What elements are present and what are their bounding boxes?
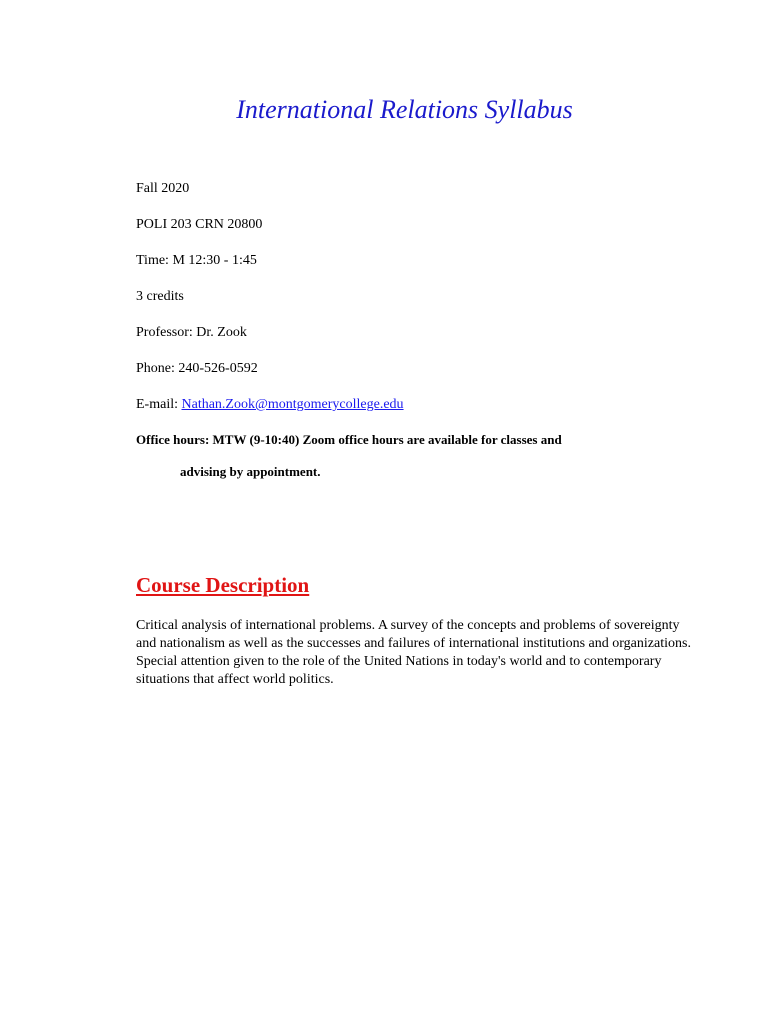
email-line — [136, 396, 404, 414]
office-hours-line: Office hours: MTW (9-10:40) Zoom office hours are available for classes and — [136, 432, 562, 447]
time-line: Time: M 12:30 - 1:45 — [136, 253, 257, 268]
course-line: POLI 203 CRN 20800 — [136, 217, 263, 232]
email-label: E-mail: — [136, 397, 182, 412]
office-hours-continuation: advising by appointment. — [180, 464, 321, 479]
email-link[interactable]: Nathan.Zook@montgomerycollege.edu — [181, 397, 404, 412]
credits-line: 3 credits — [136, 289, 184, 304]
professor-line: Professor: Dr. Zook — [136, 325, 247, 340]
term-line: Fall 2020 — [136, 181, 190, 196]
course-description-text: Critical analysis of international problems. A survey of the concepts and problems of sovereignty and nationalism as well as the successes and failures of international institutions and organizations. Special attention given to the role of the United Nations in today's world and to contemporary situations that affect world politics. — [136, 618, 691, 687]
phone-line: Phone: 240-526-0592 — [136, 361, 258, 376]
document-title: International Relations Syllabus — [236, 95, 573, 124]
course-description-heading: Course Description — [136, 573, 310, 597]
